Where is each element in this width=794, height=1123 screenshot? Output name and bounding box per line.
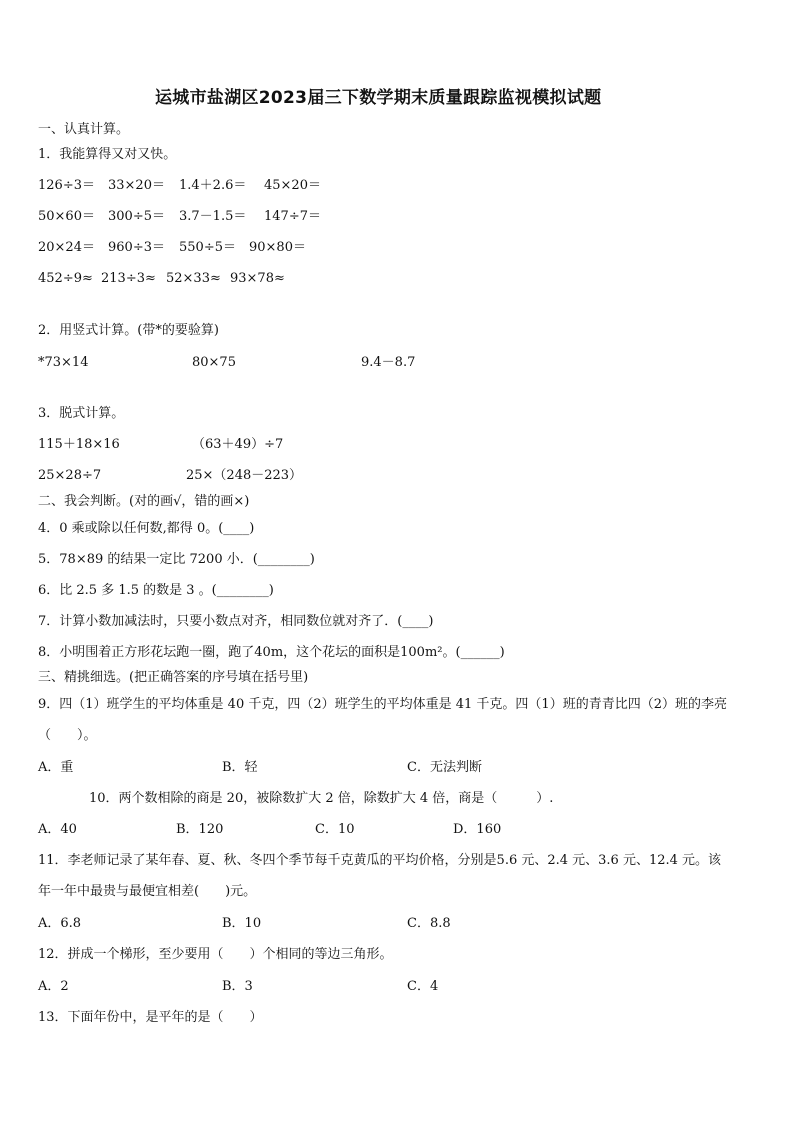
option: C．4 [407, 979, 439, 994]
section-3-heading: 三、精挑细选。(把正确答案的序号填在括号里) [38, 670, 309, 685]
step-calc-item: （63＋49）÷7 [192, 437, 284, 452]
question-3: 3．脱式计算。 [38, 406, 125, 421]
step-calc-item: 25×（248－223） [186, 468, 303, 483]
calc-item: 52×33≈ [166, 271, 221, 286]
vertical-calc-item: 80×75 [192, 355, 236, 370]
calc-item: 960÷3＝ [108, 240, 165, 255]
option: D．160 [453, 822, 502, 837]
calc-item: 33×20＝ [108, 178, 165, 193]
page-title: 运城市盐湖区2023届三下数学期末质量跟踪监视模拟试题 [155, 88, 602, 108]
calc-item: 50×60＝ [38, 209, 95, 224]
question-12: 12．拼成一个梯形，至少要用（ ）个相同的等边三角形。 [38, 947, 393, 962]
option: B．10 [222, 916, 262, 931]
option: B．轻 [222, 760, 258, 775]
option: C．10 [315, 822, 355, 837]
calc-item: 3.7－1.5＝ [179, 209, 247, 224]
question-11: 11．李老师记录了某年春、夏、秋、冬四个季节每千克黄瓜的平均价格，分别是5.6 元、2.4 元、3.6 元、12.4 元。该 [38, 853, 722, 868]
calc-item: 213÷3≈ [101, 271, 156, 286]
calc-item: 45×20＝ [264, 178, 321, 193]
calc-item: 452÷9≈ [38, 271, 93, 286]
question-2: 2．用竖式计算。(带*的要验算) [38, 323, 219, 338]
calc-item: 550÷5＝ [179, 240, 236, 255]
question-9: 9．四（1）班学生的平均体重是 40 千克，四（2）班学生的平均体重是 41 千克。四（1）班的青青比四（2）班的李亮 [38, 697, 727, 712]
question-1: 1．我能算得又对又快。 [38, 147, 177, 162]
option: B．120 [176, 822, 224, 837]
question-10: 10．两个数相除的商是 20，被除数扩大 2 倍，除数扩大 4 倍，商是（ ）. [89, 791, 554, 806]
step-calc-item: 115＋18×16 [38, 437, 120, 452]
question-13: 13．下面年份中，是平年的是（ ） [38, 1010, 263, 1025]
question-5: 5．78×89 的结果一定比 7200 小．(________) [38, 552, 315, 567]
question-11-cont: 年一年中最贵与最便宜相差( )元。 [38, 884, 257, 899]
calc-item: 20×24＝ [38, 240, 95, 255]
question-6: 6．比 2.5 多 1.5 的数是 3 。(________) [38, 583, 274, 598]
step-calc-item: 25×28÷7 [38, 468, 102, 483]
section-1-heading: 一、认真计算。 [38, 122, 130, 137]
question-9-blank: （ ）。 [38, 728, 97, 743]
section-2-heading: 二、我会判断。(对的画√，错的画×) [38, 494, 250, 509]
option: A．2 [38, 979, 69, 994]
option: A．重 [38, 760, 74, 775]
calc-item: 1.4＋2.6＝ [179, 178, 247, 193]
vertical-calc-item: *73×14 [38, 355, 89, 370]
calc-item: 90×80＝ [249, 240, 306, 255]
option: B．3 [222, 979, 253, 994]
question-7: 7．计算小数加减法时，只要小数点对齐，相同数位就对齐了．(____) [38, 614, 434, 629]
calc-item: 93×78≈ [230, 271, 285, 286]
option: C．无法判断 [407, 760, 482, 775]
question-8: 8．小明围着正方形花坛跑一圈，跑了40m，这个花坛的面积是100m²。(______) [38, 645, 505, 660]
vertical-calc-item: 9.4－8.7 [361, 355, 416, 370]
calc-item: 300÷5＝ [108, 209, 165, 224]
option: C．8.8 [407, 916, 451, 931]
option: A．40 [38, 822, 77, 837]
calc-item: 147÷7＝ [264, 209, 321, 224]
option: A．6.8 [38, 916, 82, 931]
calc-item: 126÷3＝ [38, 178, 95, 193]
question-4: 4．0 乘或除以任何数,都得 0。(____) [38, 521, 255, 536]
